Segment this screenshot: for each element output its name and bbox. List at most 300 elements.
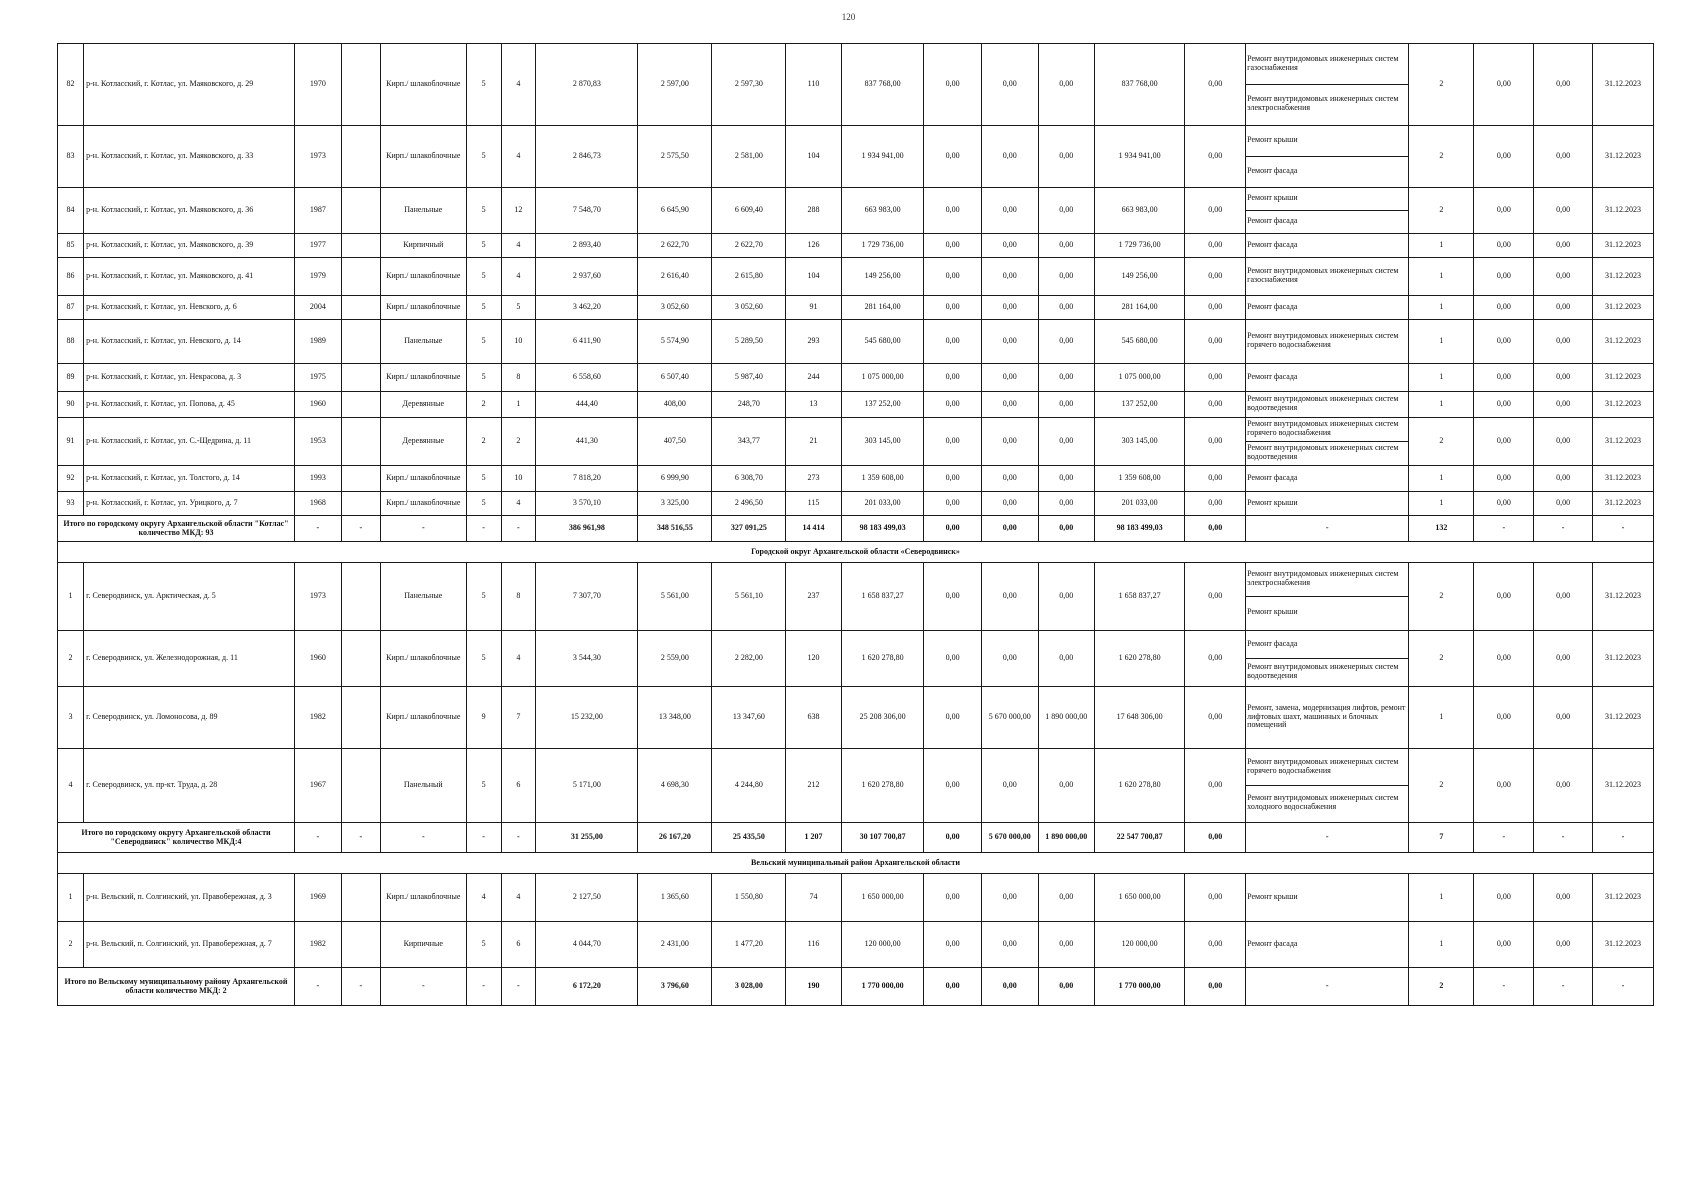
- cell-empty: [341, 418, 380, 466]
- total-other: 0,00: [1185, 968, 1246, 1006]
- cell-own: 149 256,00: [1095, 258, 1185, 296]
- cell-fund: 0,00: [924, 687, 982, 749]
- cell-res: 115: [786, 492, 841, 516]
- cell-reg: 0,00: [981, 631, 1038, 687]
- cell-area2: 3 325,00: [638, 492, 712, 516]
- total-res: 14 414: [786, 516, 841, 542]
- total-row: [58, 516, 1654, 542]
- total-row: [58, 823, 1654, 853]
- total-area2: 26 167,20: [638, 823, 712, 853]
- cell-own: 1 075 000,00: [1095, 364, 1185, 392]
- cell-wall: Кирп./ шлакоблочные: [380, 44, 466, 126]
- cell-own: 1 620 278,80: [1095, 631, 1185, 687]
- cell-res: 21: [786, 418, 841, 466]
- cell-en: 4: [501, 492, 536, 516]
- cell-area2: 6 645,90: [638, 188, 712, 234]
- cell-fl: 5: [466, 320, 501, 364]
- cell-mun: 0,00: [1038, 392, 1095, 418]
- total-cnt: 7: [1409, 823, 1474, 853]
- cell-en: 4: [501, 874, 536, 922]
- cell-addr: г. Северодвинск, ул. Арктическая, д. 5: [84, 563, 295, 631]
- cell-addr: р-н. Котласский, г. Котлас, ул. С.-Щедрина, д. 11: [84, 418, 295, 466]
- cell-area: 444,40: [536, 392, 638, 418]
- work-type: Ремонт, замена, модернизация лифтов, ремонт лифтовых шахт, машинных и блочных помещений: [1247, 702, 1406, 730]
- cell-n: 89: [58, 364, 84, 392]
- cell-n: 84: [58, 188, 84, 234]
- cell-own: 663 983,00: [1095, 188, 1185, 234]
- cell-area2: 5 574,90: [638, 320, 712, 364]
- cell-mun: 0,00: [1038, 188, 1095, 234]
- cell-works: [1246, 631, 1409, 687]
- total-label: Итого по городскому округу Архангельской области "Котлас" количество МКД: 93: [58, 516, 295, 542]
- cell-mun: 0,00: [1038, 922, 1095, 968]
- cell-res: 74: [786, 874, 841, 922]
- cell-date: 31.12.2023: [1592, 874, 1653, 922]
- cell-own: 137 252,00: [1095, 392, 1185, 418]
- total-area: 6 172,20: [536, 968, 638, 1006]
- work-type: Ремонт фасада: [1247, 301, 1298, 311]
- cell-wall: Кирп./ шлакоблочные: [380, 364, 466, 392]
- cell-reg: 0,00: [981, 749, 1038, 823]
- cell-cnt: 2: [1409, 631, 1474, 687]
- cell-v2: 0,00: [1534, 392, 1593, 418]
- cell-area: 7 548,70: [536, 188, 638, 234]
- cell-year: 1973: [294, 563, 341, 631]
- table-row: [58, 44, 1654, 126]
- cell-empty: [341, 874, 380, 922]
- cell-en: 8: [501, 563, 536, 631]
- cell-fund: 0,00: [924, 466, 982, 492]
- total-dash: -: [501, 516, 536, 542]
- cell-own: 120 000,00: [1095, 922, 1185, 968]
- table-row: [58, 466, 1654, 492]
- cell-n: 86: [58, 258, 84, 296]
- cell-v1: 0,00: [1474, 631, 1534, 687]
- cell-cost: 281 164,00: [841, 296, 924, 320]
- cell-works: [1246, 364, 1409, 392]
- total-dash: -: [1246, 968, 1409, 1006]
- cell-v1: 0,00: [1474, 922, 1534, 968]
- total-dash: -: [341, 516, 380, 542]
- cell-works: [1246, 874, 1409, 922]
- cell-own: 1 650 000,00: [1095, 874, 1185, 922]
- cell-v2: 0,00: [1534, 563, 1593, 631]
- table-row: [58, 631, 1654, 687]
- cell-works: [1246, 392, 1409, 418]
- table-row: [58, 392, 1654, 418]
- cell-fl: 5: [466, 296, 501, 320]
- total-dash: -: [1534, 968, 1593, 1006]
- cell-area2: 407,50: [638, 418, 712, 466]
- cell-fl: 5: [466, 364, 501, 392]
- cell-empty: [341, 466, 380, 492]
- cell-date: 31.12.2023: [1592, 492, 1653, 516]
- cell-cnt: 2: [1409, 188, 1474, 234]
- cell-area: 5 171,00: [536, 749, 638, 823]
- cell-v1: 0,00: [1474, 874, 1534, 922]
- total-area: 31 255,00: [536, 823, 638, 853]
- cell-date: 31.12.2023: [1592, 631, 1653, 687]
- cell-en: 10: [501, 466, 536, 492]
- cell-res: 237: [786, 563, 841, 631]
- cell-fl: 2: [466, 418, 501, 466]
- cell-v1: 0,00: [1474, 687, 1534, 749]
- housing-repair-register-table: [57, 43, 1654, 1006]
- section-title: Вельский муниципальный район Архангельской области: [58, 853, 1654, 874]
- cell-own: 281 164,00: [1095, 296, 1185, 320]
- cell-cost: 120 000,00: [841, 922, 924, 968]
- cell-cost: 837 768,00: [841, 44, 924, 126]
- total-reg: 5 670 000,00: [981, 823, 1038, 853]
- total-area3: 327 091,25: [712, 516, 786, 542]
- cell-other: 0,00: [1185, 492, 1246, 516]
- cell-res: 13: [786, 392, 841, 418]
- table-row: [58, 234, 1654, 258]
- table-row: [58, 320, 1654, 364]
- total-dash: -: [341, 968, 380, 1006]
- cell-works: [1246, 749, 1409, 823]
- work-type: Ремонт внутридомовых инженерных систем водоотведения: [1246, 658, 1408, 686]
- total-dash: -: [294, 516, 341, 542]
- cell-fl: 5: [466, 44, 501, 126]
- cell-area2: 5 561,00: [638, 563, 712, 631]
- cell-works: [1246, 687, 1409, 749]
- total-dash: -: [1592, 823, 1653, 853]
- cell-area3: 4 244,80: [712, 749, 786, 823]
- total-row: [58, 968, 1654, 1006]
- cell-empty: [341, 320, 380, 364]
- cell-res: 244: [786, 364, 841, 392]
- work-type: Ремонт крыши: [1246, 596, 1408, 630]
- work-type: Ремонт фасада: [1247, 938, 1298, 948]
- cell-area3: 2 615,80: [712, 258, 786, 296]
- cell-wall: Кирп./ шлакоблочные: [380, 874, 466, 922]
- cell-addr: р-н. Котласский, г. Котлас, ул. Маяковского, д. 29: [84, 44, 295, 126]
- cell-area3: 1 550,80: [712, 874, 786, 922]
- cell-addr: р-н. Котласский, г. Котлас, ул. Урицкого, д. 7: [84, 492, 295, 516]
- cell-own: 1 359 608,00: [1095, 466, 1185, 492]
- cell-wall: Панельные: [380, 320, 466, 364]
- cell-year: 1993: [294, 466, 341, 492]
- work-type: Ремонт внутридомовых инженерных систем горячего водоснабжения: [1247, 419, 1399, 438]
- cell-mun: 0,00: [1038, 258, 1095, 296]
- cell-area: 6 558,60: [536, 364, 638, 392]
- cell-addr: р-н. Котласский, г. Котлас, ул. Невского, д. 6: [84, 296, 295, 320]
- cell-cnt: 1: [1409, 874, 1474, 922]
- cell-v1: 0,00: [1474, 320, 1534, 364]
- cell-fund: 0,00: [924, 749, 982, 823]
- cell-area: 6 411,90: [536, 320, 638, 364]
- total-dash: -: [466, 823, 501, 853]
- cell-works: [1246, 296, 1409, 320]
- cell-empty: [341, 922, 380, 968]
- cell-fund: 0,00: [924, 874, 982, 922]
- cell-area2: 6 999,90: [638, 466, 712, 492]
- cell-res: 116: [786, 922, 841, 968]
- cell-addr: р-н. Котласский, г. Котлас, ул. Маяковского, д. 39: [84, 234, 295, 258]
- table-row: [58, 874, 1654, 922]
- cell-wall: Панельные: [380, 188, 466, 234]
- cell-area3: 5 561,10: [712, 563, 786, 631]
- cell-res: 120: [786, 631, 841, 687]
- cell-v1: 0,00: [1474, 188, 1534, 234]
- cell-v1: 0,00: [1474, 392, 1534, 418]
- cell-res: 212: [786, 749, 841, 823]
- cell-en: 1: [501, 392, 536, 418]
- cell-wall: Кирпичный: [380, 234, 466, 258]
- cell-year: 1960: [294, 392, 341, 418]
- table-row: [58, 188, 1654, 234]
- cell-empty: [341, 296, 380, 320]
- total-cnt: 2: [1409, 968, 1474, 1006]
- cell-cost: 663 983,00: [841, 188, 924, 234]
- cell-mun: 0,00: [1038, 296, 1095, 320]
- cell-v2: 0,00: [1534, 749, 1593, 823]
- cell-fund: 0,00: [924, 126, 982, 188]
- cell-area2: 2 622,70: [638, 234, 712, 258]
- cell-en: 4: [501, 44, 536, 126]
- cell-area: 2 870,83: [536, 44, 638, 126]
- cell-date: 31.12.2023: [1592, 687, 1653, 749]
- cell-other: 0,00: [1185, 364, 1246, 392]
- cell-fl: 5: [466, 631, 501, 687]
- total-fund: 0,00: [924, 968, 982, 1006]
- cell-area: 7 818,20: [536, 466, 638, 492]
- cell-fl: 9: [466, 687, 501, 749]
- cell-works: [1246, 492, 1409, 516]
- cell-fund: 0,00: [924, 563, 982, 631]
- cell-area: 15 232,00: [536, 687, 638, 749]
- total-cost: 98 183 499,03: [841, 516, 924, 542]
- cell-en: 4: [501, 258, 536, 296]
- cell-own: 1 934 941,00: [1095, 126, 1185, 188]
- cell-cnt: 1: [1409, 392, 1474, 418]
- cell-empty: [341, 44, 380, 126]
- cell-fl: 5: [466, 188, 501, 234]
- cell-res: 91: [786, 296, 841, 320]
- cell-other: 0,00: [1185, 466, 1246, 492]
- cell-area2: 13 348,00: [638, 687, 712, 749]
- cell-v1: 0,00: [1474, 364, 1534, 392]
- cell-v2: 0,00: [1534, 874, 1593, 922]
- cell-works: [1246, 258, 1409, 296]
- cell-area: 2 846,73: [536, 126, 638, 188]
- cell-own: 201 033,00: [1095, 492, 1185, 516]
- cell-addr: г. Северодвинск, ул. пр-кт. Труда, д. 28: [84, 749, 295, 823]
- cell-cost: 1 075 000,00: [841, 364, 924, 392]
- cell-n: 1: [58, 563, 84, 631]
- cell-v1: 0,00: [1474, 234, 1534, 258]
- cell-fl: 5: [466, 563, 501, 631]
- cell-area3: 2 622,70: [712, 234, 786, 258]
- cell-empty: [341, 563, 380, 631]
- cell-v1: 0,00: [1474, 126, 1534, 188]
- cell-res: 110: [786, 44, 841, 126]
- cell-wall: Кирпичные: [380, 922, 466, 968]
- cell-n: 93: [58, 492, 84, 516]
- cell-res: 638: [786, 687, 841, 749]
- cell-area: 2 893,40: [536, 234, 638, 258]
- cell-own: 837 768,00: [1095, 44, 1185, 126]
- cell-other: 0,00: [1185, 874, 1246, 922]
- cell-cost: 201 033,00: [841, 492, 924, 516]
- cell-res: 126: [786, 234, 841, 258]
- cell-addr: р-н. Вельский, п. Солгинский, ул. Правобережная, д. 7: [84, 922, 295, 968]
- cell-v2: 0,00: [1534, 492, 1593, 516]
- cell-other: 0,00: [1185, 44, 1246, 126]
- cell-area2: 1 365,60: [638, 874, 712, 922]
- cell-area: 2 127,50: [536, 874, 638, 922]
- cell-n: 2: [58, 631, 84, 687]
- cell-n: 92: [58, 466, 84, 492]
- cell-area2: 3 052,60: [638, 296, 712, 320]
- cell-v2: 0,00: [1534, 44, 1593, 126]
- total-cost: 1 770 000,00: [841, 968, 924, 1006]
- total-area: 386 961,98: [536, 516, 638, 542]
- table-row: [58, 563, 1654, 631]
- section-header: [58, 853, 1654, 874]
- total-own: 22 547 700,87: [1095, 823, 1185, 853]
- cell-v2: 0,00: [1534, 631, 1593, 687]
- cell-area: 2 937,60: [536, 258, 638, 296]
- cell-mun: 0,00: [1038, 126, 1095, 188]
- cell-fund: 0,00: [924, 320, 982, 364]
- cell-cost: 149 256,00: [841, 258, 924, 296]
- cell-addr: р-н. Котласский, г. Котлас, ул. Некрасова, д. 3: [84, 364, 295, 392]
- cell-wall: Деревянные: [380, 392, 466, 418]
- cell-reg: 0,00: [981, 234, 1038, 258]
- total-mun: 0,00: [1038, 968, 1095, 1006]
- cell-wall: Кирп./ шлакоблочные: [380, 126, 466, 188]
- cell-fund: 0,00: [924, 922, 982, 968]
- cell-fl: 4: [466, 874, 501, 922]
- cell-cost: 1 934 941,00: [841, 126, 924, 188]
- table-row: [58, 922, 1654, 968]
- cell-date: 31.12.2023: [1592, 44, 1653, 126]
- cell-year: 1967: [294, 749, 341, 823]
- cell-area2: 408,00: [638, 392, 712, 418]
- cell-v1: 0,00: [1474, 466, 1534, 492]
- cell-en: 6: [501, 749, 536, 823]
- cell-area3: 6 308,70: [712, 466, 786, 492]
- cell-date: 31.12.2023: [1592, 364, 1653, 392]
- cell-en: 2: [501, 418, 536, 466]
- cell-empty: [341, 492, 380, 516]
- total-other: 0,00: [1185, 823, 1246, 853]
- cell-area3: 13 347,60: [712, 687, 786, 749]
- total-res: 190: [786, 968, 841, 1006]
- cell-works: [1246, 44, 1409, 126]
- total-dash: -: [380, 968, 466, 1006]
- cell-year: 1960: [294, 631, 341, 687]
- cell-en: 7: [501, 687, 536, 749]
- total-dash: -: [1592, 968, 1653, 1006]
- cell-other: 0,00: [1185, 296, 1246, 320]
- cell-area3: 1 477,20: [712, 922, 786, 968]
- cell-date: 31.12.2023: [1592, 392, 1653, 418]
- cell-res: 104: [786, 258, 841, 296]
- cell-area2: 2 597,00: [638, 44, 712, 126]
- cell-year: 1979: [294, 258, 341, 296]
- cell-other: 0,00: [1185, 631, 1246, 687]
- total-area3: 25 435,50: [712, 823, 786, 853]
- work-type: Ремонт крыши: [1247, 497, 1298, 507]
- cell-date: 31.12.2023: [1592, 922, 1653, 968]
- cell-mun: 0,00: [1038, 466, 1095, 492]
- cell-works: [1246, 234, 1409, 258]
- total-dash: -: [466, 516, 501, 542]
- cell-mun: 0,00: [1038, 749, 1095, 823]
- cell-addr: г. Северодвинск, ул. Железнодорожная, д. 11: [84, 631, 295, 687]
- total-res: 1 207: [786, 823, 841, 853]
- cell-empty: [341, 258, 380, 296]
- cell-fl: 5: [466, 749, 501, 823]
- work-type: Ремонт крыши: [1247, 135, 1298, 145]
- cell-mun: 0,00: [1038, 563, 1095, 631]
- total-dash: -: [380, 516, 466, 542]
- cell-reg: 0,00: [981, 563, 1038, 631]
- cell-own: 303 145,00: [1095, 418, 1185, 466]
- cell-fl: 5: [466, 922, 501, 968]
- cell-other: 0,00: [1185, 922, 1246, 968]
- cell-other: 0,00: [1185, 687, 1246, 749]
- total-mun: 1 890 000,00: [1038, 823, 1095, 853]
- total-other: 0,00: [1185, 516, 1246, 542]
- cell-reg: 0,00: [981, 922, 1038, 968]
- total-own: 98 183 499,03: [1095, 516, 1185, 542]
- cell-n: 3: [58, 687, 84, 749]
- cell-fund: 0,00: [924, 234, 982, 258]
- cell-fl: 2: [466, 392, 501, 418]
- cell-works: [1246, 320, 1409, 364]
- cell-v2: 0,00: [1534, 188, 1593, 234]
- cell-year: 1989: [294, 320, 341, 364]
- cell-en: 5: [501, 296, 536, 320]
- cell-v2: 0,00: [1534, 234, 1593, 258]
- work-type: Ремонт фасада: [1247, 239, 1298, 249]
- cell-other: 0,00: [1185, 258, 1246, 296]
- total-dash: -: [1474, 823, 1534, 853]
- total-dash: -: [466, 968, 501, 1006]
- cell-cost: 1 729 736,00: [841, 234, 924, 258]
- cell-date: 31.12.2023: [1592, 563, 1653, 631]
- cell-reg: 0,00: [981, 188, 1038, 234]
- cell-en: 8: [501, 364, 536, 392]
- cell-v2: 0,00: [1534, 320, 1593, 364]
- cell-wall: Панельные: [380, 563, 466, 631]
- cell-fund: 0,00: [924, 631, 982, 687]
- cell-en: 4: [501, 631, 536, 687]
- cell-year: 1987: [294, 188, 341, 234]
- cell-v1: 0,00: [1474, 749, 1534, 823]
- cell-v1: 0,00: [1474, 492, 1534, 516]
- cell-cost: 25 208 306,00: [841, 687, 924, 749]
- cell-v1: 0,00: [1474, 296, 1534, 320]
- cell-cost: 545 680,00: [841, 320, 924, 364]
- cell-reg: 0,00: [981, 258, 1038, 296]
- cell-area: 3 570,10: [536, 492, 638, 516]
- work-type: Ремонт фасада: [1246, 156, 1408, 187]
- cell-fund: 0,00: [924, 392, 982, 418]
- cell-v2: 0,00: [1534, 364, 1593, 392]
- total-label: Итого по Вельскому муниципальному району Архангельской области количество МКД: 2: [58, 968, 295, 1006]
- total-dash: -: [1474, 968, 1534, 1006]
- cell-addr: р-н. Котласский, г. Котлас, ул. Маяковского, д. 36: [84, 188, 295, 234]
- cell-fl: 5: [466, 466, 501, 492]
- cell-area2: 2 575,50: [638, 126, 712, 188]
- cell-n: 90: [58, 392, 84, 418]
- total-dash: -: [1534, 823, 1593, 853]
